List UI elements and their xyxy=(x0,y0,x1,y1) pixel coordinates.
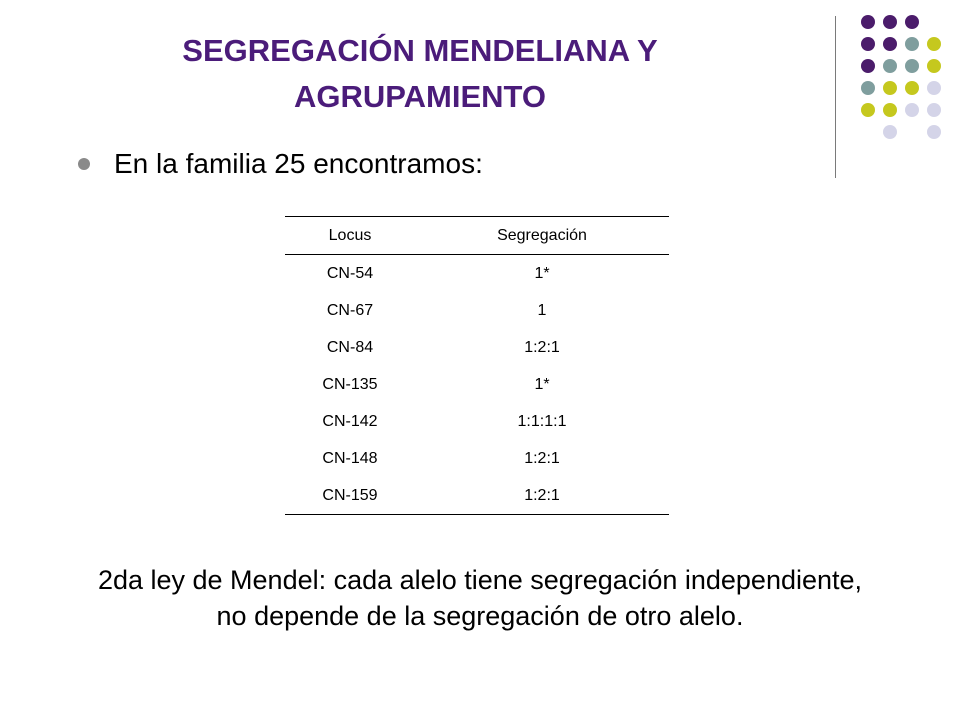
decoration-dot xyxy=(905,37,919,51)
decoration-dot xyxy=(927,125,941,139)
decoration-dot xyxy=(927,81,941,95)
decoration-dot xyxy=(861,81,875,95)
decoration-dot xyxy=(883,37,897,51)
locus-cell: CN-142 xyxy=(322,412,378,430)
table-row xyxy=(285,403,669,440)
dot-grid-decoration xyxy=(848,10,960,160)
table-row xyxy=(285,255,669,293)
decoration-dot xyxy=(883,59,897,73)
decoration-dot xyxy=(927,59,941,73)
decoration-dot xyxy=(905,81,919,95)
decoration-dot xyxy=(861,59,875,73)
header-segregacion: Segregación xyxy=(497,226,587,244)
decoration-dot xyxy=(861,15,875,29)
bullet-item xyxy=(70,144,483,184)
header-locus: Locus xyxy=(328,226,372,244)
locus-cell: CN-148 xyxy=(322,449,378,467)
table-row xyxy=(285,440,669,477)
segregation-cell: 1:2:1 xyxy=(524,486,560,504)
decoration-dot xyxy=(861,37,875,51)
slide-title: SEGREGACIÓN MENDELIANA Y AGRUPAMIENTO xyxy=(182,33,658,114)
bullet-text: En la familia 25 encontramos: xyxy=(114,148,483,179)
locus-cell: CN-159 xyxy=(322,486,378,504)
table-row xyxy=(285,292,669,329)
segregation-cell: 1:1:1:1 xyxy=(517,412,567,430)
table-row xyxy=(285,366,669,403)
decoration-dot xyxy=(883,103,897,117)
decoration-divider-line xyxy=(835,16,836,178)
decoration-dot xyxy=(861,103,875,117)
segregation-cell: 1:2:1 xyxy=(524,449,560,467)
decoration-dot xyxy=(883,15,897,29)
decoration-dot xyxy=(883,81,897,95)
segregation-table xyxy=(285,216,669,515)
decoration-dot xyxy=(927,37,941,51)
table-row xyxy=(285,477,669,515)
segregation-cell: 1* xyxy=(534,264,550,282)
decoration-dot xyxy=(905,103,919,117)
decoration-dot xyxy=(927,103,941,117)
table-header-row xyxy=(285,217,669,255)
decoration-dot xyxy=(905,59,919,73)
segregation-cell: 1:2:1 xyxy=(524,338,560,356)
table-row xyxy=(285,329,669,366)
mendel-law-statement: 2da ley de Mendel: cada alelo tiene segregación independiente, no depende de la segregación de otro alelo. xyxy=(97,565,863,631)
locus-cell: CN-67 xyxy=(326,301,374,319)
bullet-icon xyxy=(78,158,90,170)
segregation-cell: 1* xyxy=(534,375,550,393)
decoration-dot xyxy=(905,15,919,29)
locus-cell: CN-135 xyxy=(322,375,378,393)
decoration-dot xyxy=(883,125,897,139)
locus-cell: CN-54 xyxy=(326,264,374,282)
segregation-cell: 1 xyxy=(537,301,547,319)
locus-cell: CN-84 xyxy=(326,338,374,356)
